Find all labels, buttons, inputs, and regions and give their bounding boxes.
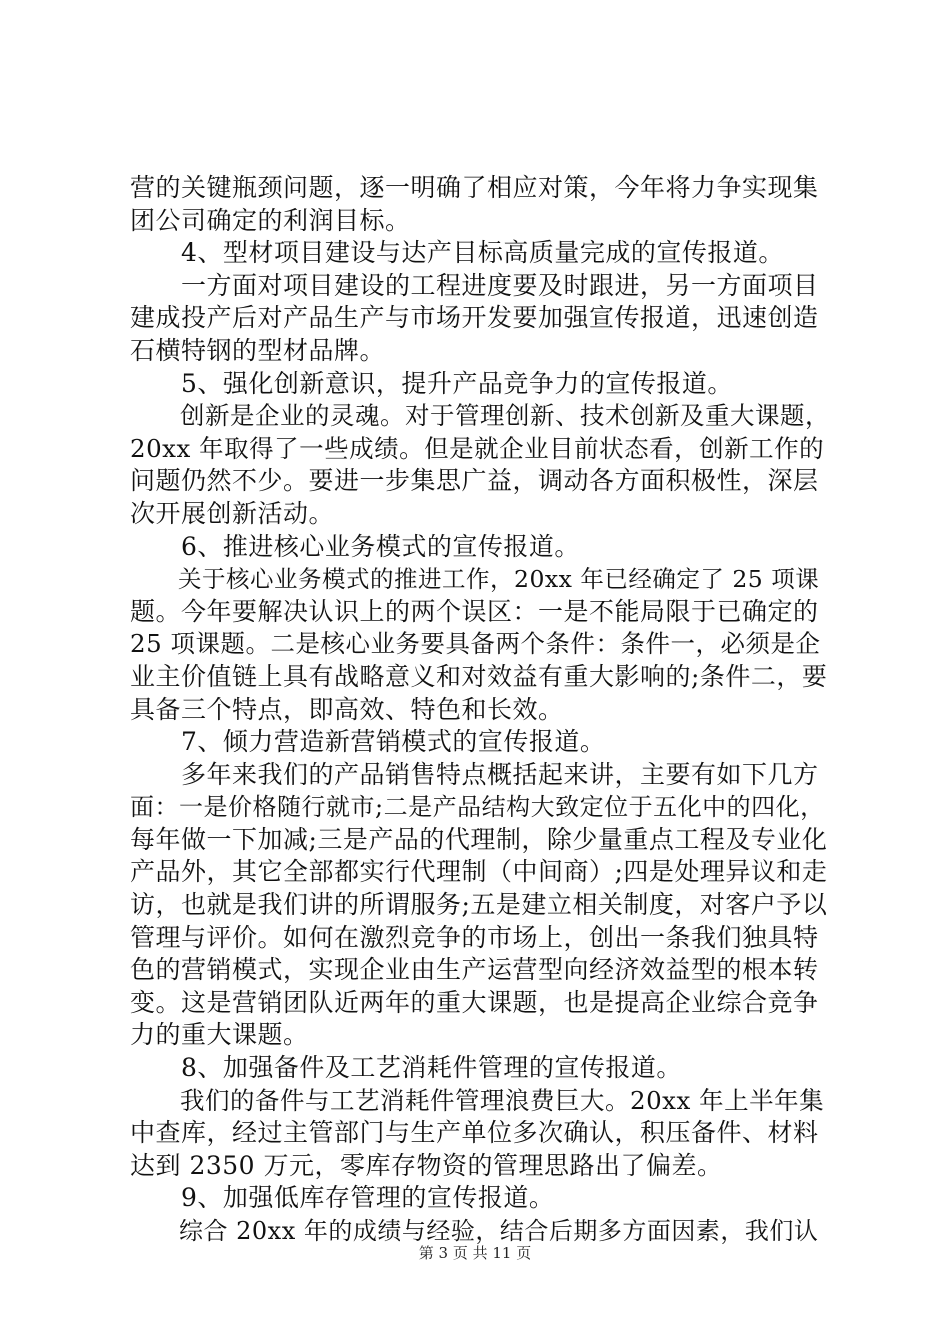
text-line: 变。这是营销团队近两年的重大课题，也是提高企业综合竞争	[130, 987, 819, 1017]
text-line: 每年做一下加减;三是产品的代理制，除少量重点工程及专业化	[130, 824, 828, 854]
text-line: 建成投产后对产品生产与市场开发要加强宣传报道，迅速创造	[130, 303, 819, 333]
text-line: 访，也就是我们讲的所谓服务;五是建立相关制度，对客户予以	[130, 890, 828, 920]
text-line: 业主价值链上具有战略意义和对效益有重大影响的;条件二，要	[130, 661, 828, 691]
text-line: 次开展创新活动。	[130, 498, 335, 528]
text-line: 石横特钢的型材品牌。	[130, 335, 386, 365]
text-line: 25 项课题。二是核心业务要具备两个条件：条件一，必须是企	[130, 629, 821, 659]
text-line: 综合 20xx 年的成绩与经验，结合后期多方面因素，我们认	[130, 1217, 819, 1245]
text-line: 创新是企业的灵魂。对于管理创新、技术创新及重大课题，	[130, 401, 830, 431]
text-line: 5、强化创新意识，提升产品竞争力的宣传报道。	[130, 368, 733, 398]
text-line: 关于核心业务模式的推进工作，20xx 年已经确定了 25 项课	[130, 565, 820, 594]
text-line: 问题仍然不少。要进一步集思广益，调动各方面积极性，深层	[130, 466, 819, 496]
text-line: 6、推进核心业务模式的宣传报道。	[130, 531, 580, 561]
text-line: 8、加强备件及工艺消耗件管理的宣传报道。	[130, 1053, 682, 1083]
text-line: 营的关键瓶颈问题，逐一明确了相应对策，今年将力争实现集	[130, 173, 819, 202]
text-line: 面：一是价格随行就市;二是产品结构大致定位于五化中的四化，	[130, 793, 825, 822]
text-line: 达到 2350 万元，零库存物资的管理思路出了偏差。	[130, 1150, 723, 1180]
text-line: 4、型材项目建设与达产目标高质量完成的宣传报道。	[130, 238, 784, 268]
text-line: 中查库，经过主管部门与生产单位多次确认，积压备件、材料	[130, 1118, 819, 1148]
text-line: 多年来我们的产品销售特点概括起来讲，主要有如下几方	[130, 759, 819, 789]
page-footer: 第 3 页 共 11 页	[418, 1244, 532, 1262]
text-line: 力的重大课题。	[130, 1020, 309, 1050]
text-line: 我们的备件与工艺消耗件管理浪费巨大。20xx 年上半年集	[130, 1085, 825, 1115]
text-line: 7、倾力营造新营销模式的宣传报道。	[130, 727, 606, 757]
text-line: 9、加强低库存管理的宣传报道。	[130, 1183, 555, 1213]
text-line: 一方面对项目建设的工程进度要及时跟进，另一方面项目	[130, 270, 819, 300]
text-line: 具备三个特点，即高效、特色和长效。	[130, 694, 564, 724]
text-line: 色的营销模式，实现企业由生产运营型向经济效益型的根本转	[130, 955, 819, 985]
body-text	[130, 172, 830, 1248]
text-line: 题。今年要解决认识上的两个误区：一是不能局限于已确定的	[130, 596, 819, 626]
text-line: 团公司确定的利润目标。	[130, 205, 411, 235]
text-line: 20xx 年取得了一些成绩。但是就企业目前状态看，创新工作的	[130, 433, 825, 463]
text-line: 产品外，其它全部都实行代理制（中间商）;四是处理异议和走	[130, 857, 828, 887]
text-line: 管理与评价。如何在激烈竞争的市场上，创出一条我们独具特	[130, 922, 819, 952]
